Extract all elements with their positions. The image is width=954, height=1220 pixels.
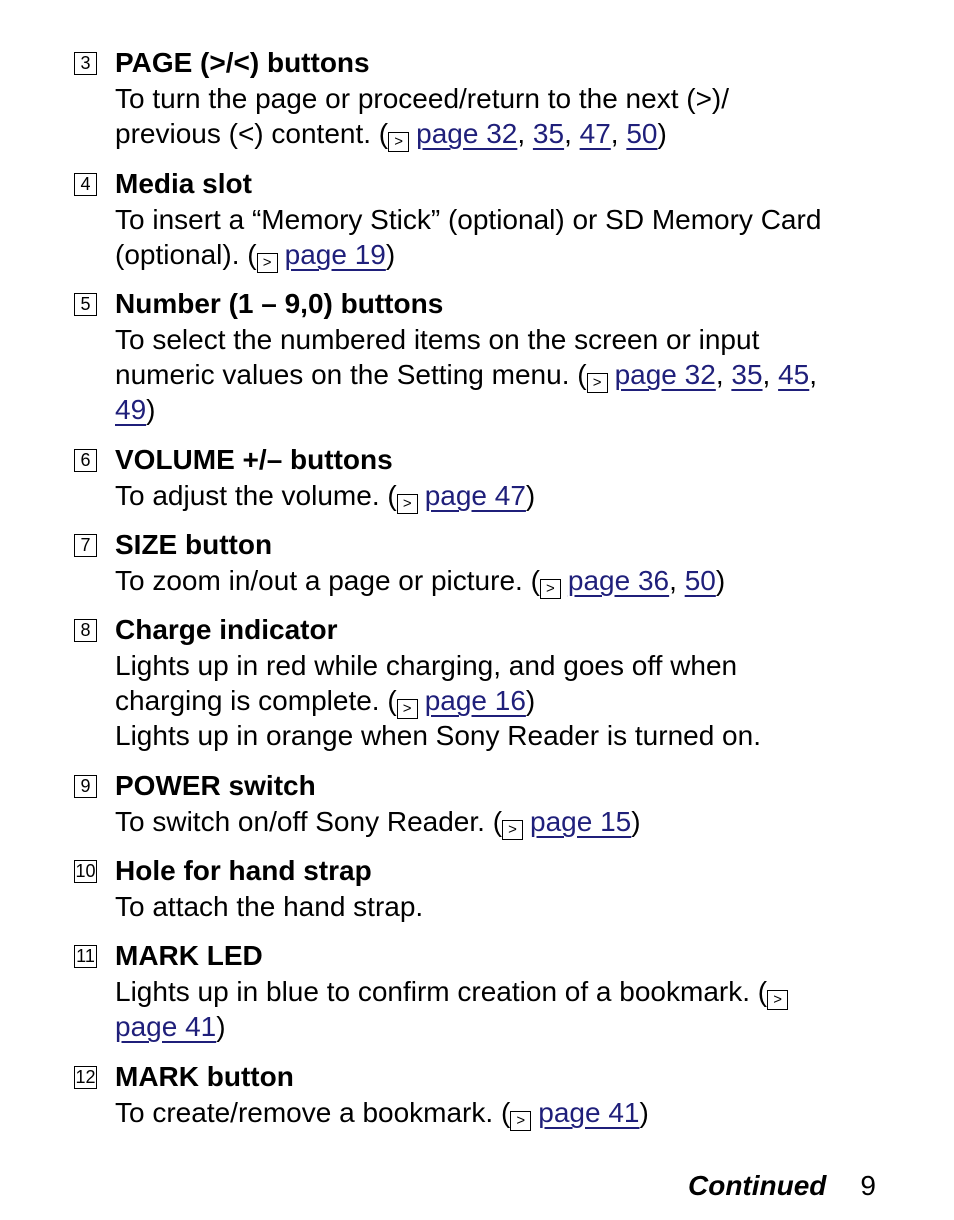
page-link[interactable]: page 32 [614, 359, 716, 390]
item-description: To switch on/off Sony Reader. ( > page 15) [115, 806, 641, 838]
page-link[interactable]: page 19 [284, 239, 386, 270]
page-link[interactable]: 45 [778, 359, 810, 390]
reference-arrow-icon: > [510, 1111, 531, 1131]
item-title: MARK button [115, 1061, 294, 1092]
item-number: 3 [74, 52, 97, 75]
page-number: 9 [860, 1170, 876, 1201]
item-title: Hole for hand strap [115, 855, 372, 886]
item-description: To insert a “Memory Stick” (optional) or SD Memory Card [115, 204, 822, 235]
page-link[interactable]: 35 [731, 359, 763, 390]
item-description: 49) [115, 394, 156, 425]
item-title: VOLUME +/– buttons [115, 444, 393, 475]
item-number: 8 [74, 619, 97, 642]
reference-arrow-icon: > [587, 373, 608, 393]
reference-arrow-icon: > [397, 494, 418, 514]
item-title: Charge indicator [115, 614, 338, 645]
item-title: POWER switch [115, 770, 316, 801]
item-title: SIZE button [115, 529, 273, 560]
page-link[interactable]: page 16 [424, 685, 526, 716]
item-title: PAGE (>/<) buttons [115, 47, 370, 78]
page-footer [688, 1170, 876, 1202]
reference-arrow-icon: > [502, 820, 523, 840]
continued-label: Continued [688, 1170, 827, 1201]
item-description: Lights up in orange when Sony Reader is turned on. [115, 720, 761, 751]
item-title: Media slot [115, 168, 252, 199]
item-description: To attach the hand strap. [115, 891, 424, 922]
item-number: 12 [75, 1067, 96, 1087]
item-description: page 41) [115, 1011, 226, 1042]
item-number: 7 [74, 534, 97, 557]
page-link[interactable]: 47 [579, 118, 611, 149]
item-description: (optional). ( > page 19) [115, 239, 396, 271]
item-number: 11 [74, 945, 97, 968]
page-link[interactable]: page 15 [530, 806, 632, 837]
page-link[interactable]: 50 [684, 565, 716, 596]
item-number: 9 [74, 775, 97, 798]
page-link[interactable]: page 41 [115, 1011, 217, 1042]
page-link[interactable]: page 47 [424, 480, 526, 511]
reference-arrow-icon: > [257, 253, 278, 273]
item-description: Lights up in blue to confirm creation of a bookmark. ( > [115, 977, 788, 1010]
reference-arrow-icon: > [397, 699, 418, 719]
item-description: To select the numbered items on the screen or input [115, 324, 760, 355]
reference-arrow-icon: > [540, 579, 561, 599]
item-number: 6 [74, 449, 97, 472]
item-title: MARK LED [115, 940, 263, 971]
page-link[interactable]: 50 [626, 118, 658, 149]
item-description: previous (<) content. ( > page 32, 35, 47, 50) [115, 118, 667, 150]
item-number: 10 [75, 861, 96, 881]
reference-arrow-icon: > [767, 990, 788, 1010]
page-link[interactable]: 35 [532, 118, 565, 149]
page-link[interactable]: page 32 [416, 118, 518, 149]
item-description: Lights up in red while charging, and goes off when [115, 650, 738, 681]
item-description: charging is complete. ( > page 16) [115, 685, 536, 717]
item-title: Number (1 – 9,0) buttons [115, 288, 444, 319]
page-link[interactable]: 49 [115, 394, 147, 425]
item-number: 5 [74, 293, 97, 316]
page-link[interactable]: page 41 [538, 1097, 640, 1128]
item-description: numeric values on the Setting menu. ( > page 32, 35, 45, [115, 359, 818, 391]
reference-arrow-icon: > [388, 132, 409, 152]
item-description: To create/remove a bookmark. ( > page 41) [115, 1097, 649, 1129]
item-number: 4 [74, 173, 97, 196]
item-description: To adjust the volume. ( > page 47) [115, 480, 536, 512]
item-description: To turn the page or proceed/return to the next (>)/ [115, 83, 730, 114]
item-description: To zoom in/out a page or picture. ( > page 36, 50) [115, 565, 726, 597]
page-link[interactable]: page 36 [567, 565, 670, 596]
